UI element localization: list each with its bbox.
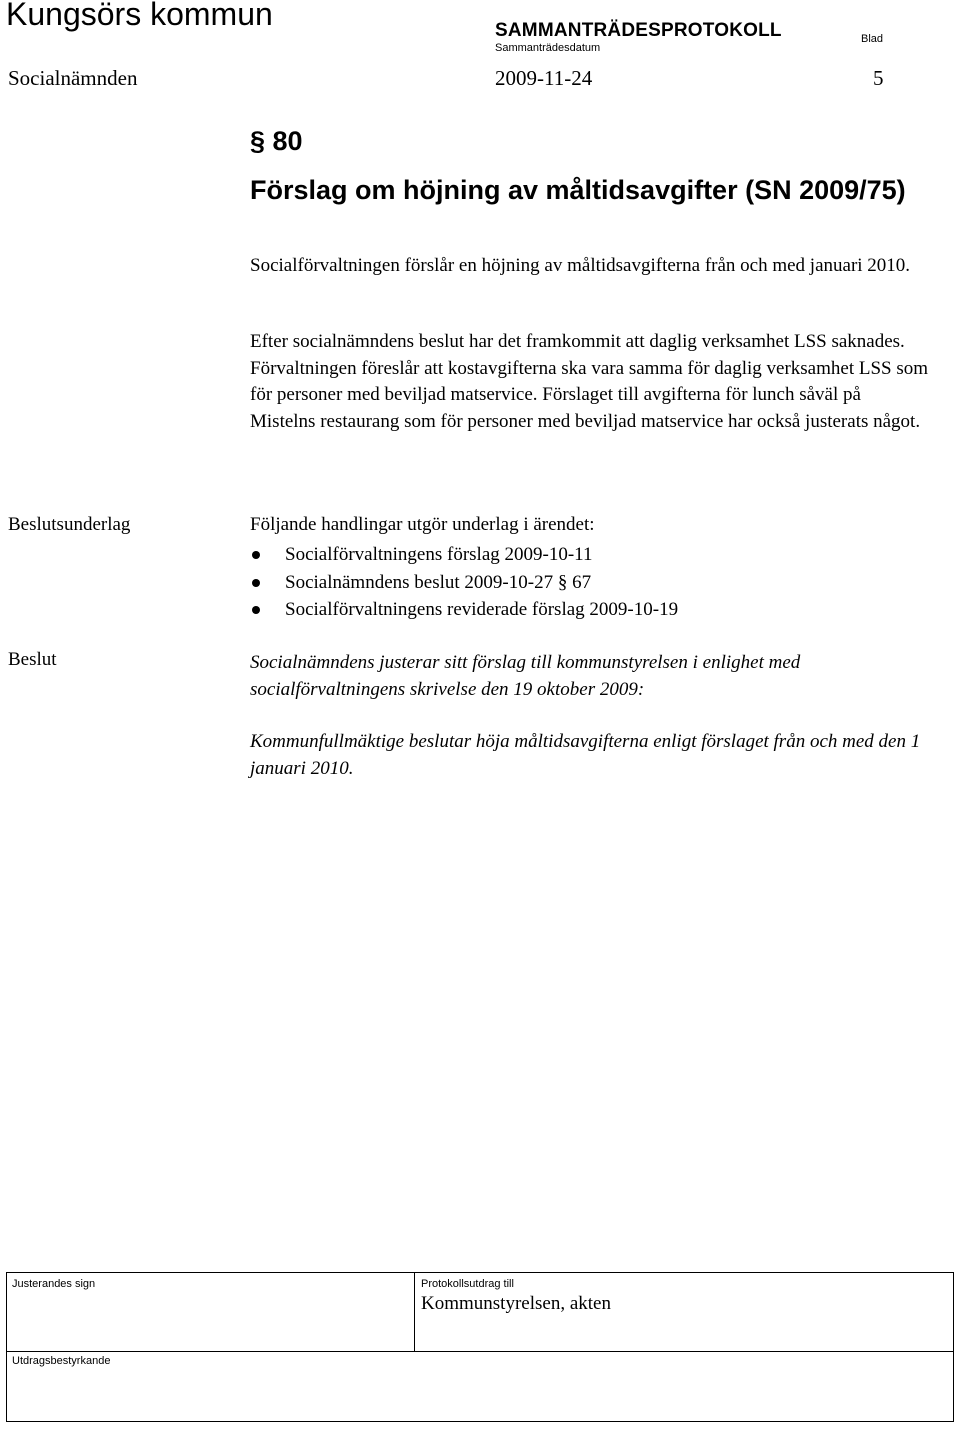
certifier-label: Utdragsbestyrkande [12,1355,111,1367]
extract-recipients: Kommunstyrelsen, akten [421,1293,611,1314]
page-number: 5 [873,66,884,90]
extract-label: Protokollsutdrag till [421,1278,514,1290]
basis-list [250,541,678,624]
date-label: Sammanträdesdatum [495,42,601,54]
basis-label: Beslutsunderlag [8,514,131,535]
body-paragraph-2: Efter socialnämndens beslut har det framkommit att daglig verksamhet LSS saknades. Förvaltningen föreslår att kostavgifterna ska vara samma för daglig verksamhet LSS som för personer med beviljad matservice. Förslaget till avgifterna för lunch såväl på Mistelns restaurang som för personer med beviljad matservice har också justerats något. [250,331,929,432]
item-title: Förslag om höjning av måltidsavgifter (SN 2009/75) [250,175,906,205]
signature-footer [6,1272,954,1422]
sign-label: Justerandes sign [12,1278,96,1290]
section-number: § 80 [250,126,303,156]
footer-divider-vertical [414,1273,415,1351]
decision-label: Beslut [8,649,57,670]
committee-name: Socialnämnden [8,66,138,90]
document-type: SAMMANTRÄDESPROTOKOLL [495,20,782,41]
basis-item-2: Socialnämndens beslut 2009-10-27 § 67 [250,569,678,597]
organization-name: Kungsörs kommun [6,0,273,32]
basis-intro: Följande handlingar utgör underlag i ärendet: [250,514,595,535]
page-label: Blad [861,33,884,45]
body-paragraph-1: Socialförvaltningen förslår en höjning av måltidsavgifterna från och med januari 2010. [250,255,911,276]
footer-divider-horizontal [7,1351,953,1352]
basis-item-3: Socialförvaltningens reviderade förslag 2009-10-19 [250,596,678,624]
meeting-date: 2009-11-24 [495,66,593,90]
decision-text-2: Kommunfullmäktige beslutar höja måltidsavgifterna enligt förslaget från och med den 1 januari 2010. [250,731,921,779]
basis-item-1: Socialförvaltningens förslag 2009-10-11 [250,541,678,569]
decision-text-1: Socialnämndens justerar sitt förslag till kommunstyrelsen i enlighet med socialförvaltningens skrivelse den 19 oktober 2009: [250,652,801,700]
